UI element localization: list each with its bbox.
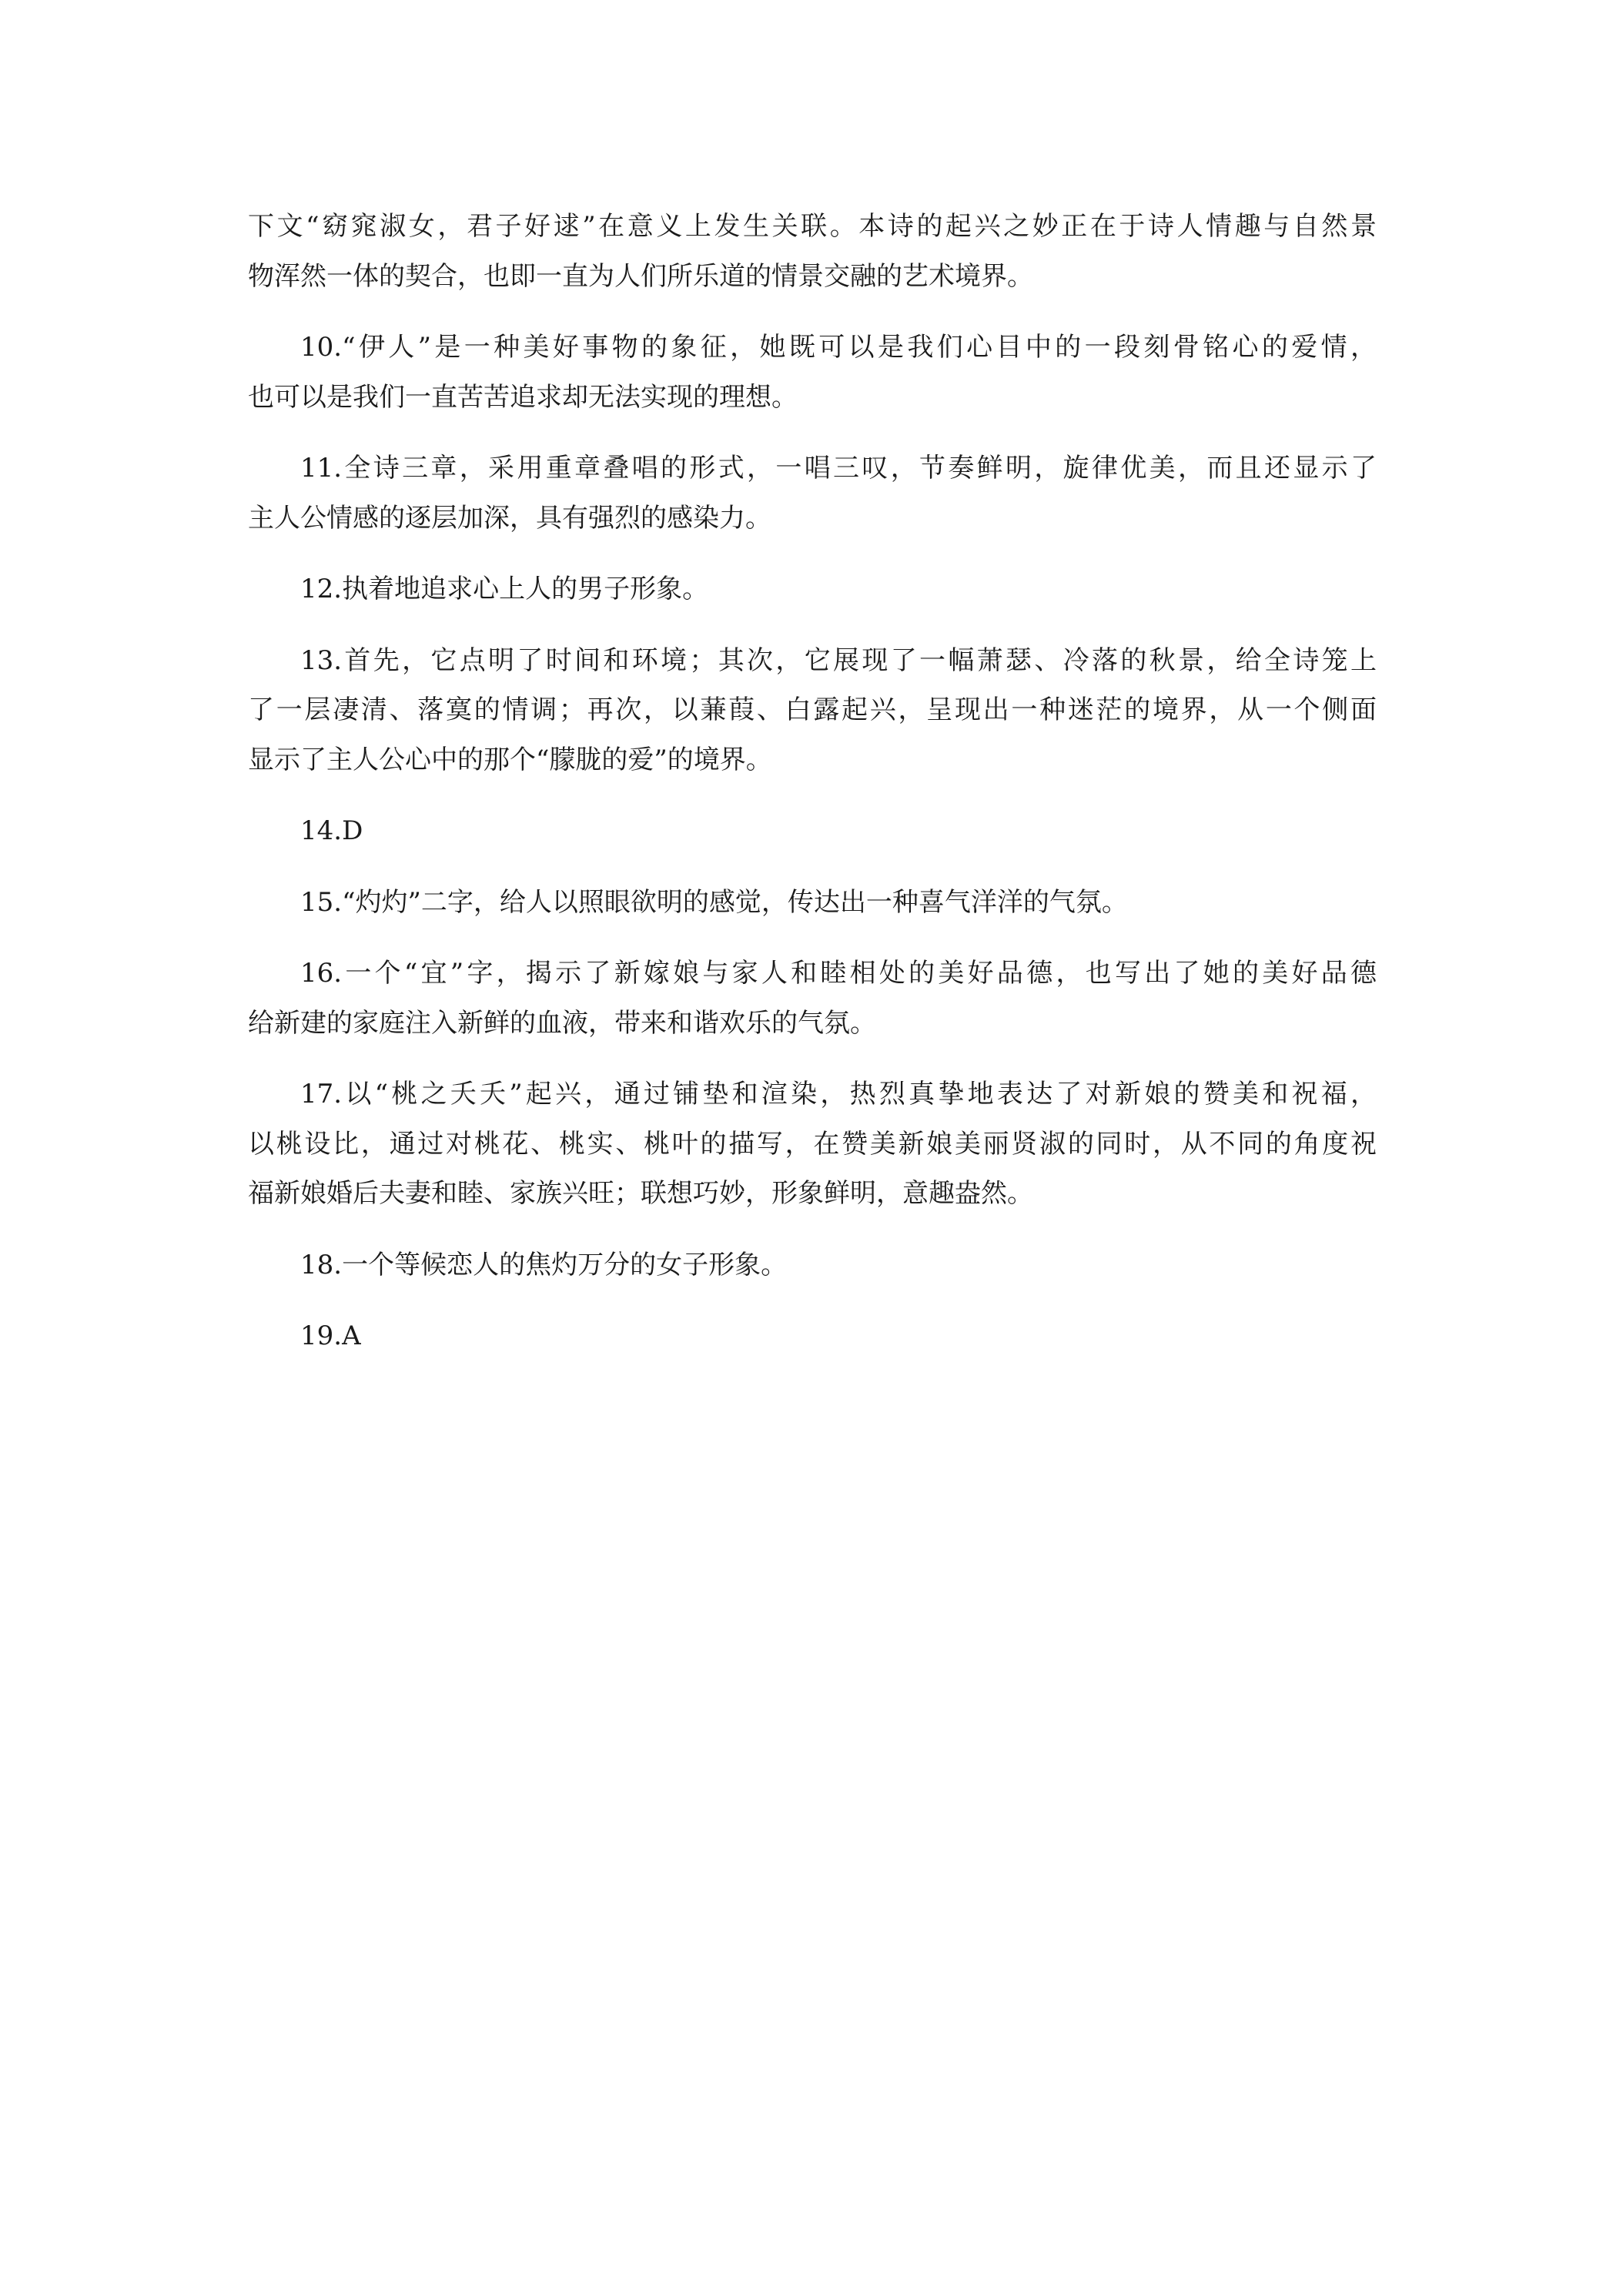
answer-14 xyxy=(248,806,1377,856)
text-line: 主人公情感的逐层加深，具有强烈的感染力。 xyxy=(248,502,771,534)
answer-19 xyxy=(248,1311,1377,1361)
text-line: 11.全诗三章，采用重章叠唱的形式，一唱三叹，节奏鲜明，旋律优美，而且还显示了 xyxy=(300,453,1377,484)
text-line: 14.D xyxy=(300,815,363,846)
text-line: 18.一个等候恋人的焦灼万分的女子形象。 xyxy=(300,1249,788,1280)
text-line: 给新建的家庭注入新鲜的血液，带来和谐欢乐的气氛。 xyxy=(248,1007,876,1039)
text-line: 13.首先，它点明了时间和环境；其次，它展现了一幅萧瑟、冷落的秋景，给全诗笼上 xyxy=(300,644,1377,676)
text-line: 物浑然一体的契合，也即一直为人们所乐道的情景交融的艺术境界。 xyxy=(248,260,1033,292)
text-line: 19.A xyxy=(300,1320,361,1351)
text-line: 10.“伊人”是一种美好事物的象征，她既可以是我们心目中的一段刻骨铭心的爱情， xyxy=(300,332,1377,363)
text-line: 显示了主人公心中的那个“朦胧的爱”的境界。 xyxy=(248,744,772,775)
text-line: 下文“窈窕淑女，君子好逑”在意义上发生关联。本诗的起兴之妙正在于诗人情趣与自然景 xyxy=(248,211,1377,242)
text-line: 以桃设比，通过对桃花、桃实、桃叶的描写，在赞美新娘美丽贤淑的同时，从不同的角度祝 xyxy=(248,1128,1377,1160)
answer-11 xyxy=(248,443,1377,543)
answer-17 xyxy=(248,1069,1377,1219)
answer-15 xyxy=(248,878,1377,928)
answer-10 xyxy=(248,323,1377,422)
paragraph-continuation xyxy=(248,202,1377,301)
text-line: 也可以是我们一直苦苦追求却无法实现的理想。 xyxy=(248,381,798,413)
document-body xyxy=(248,202,1377,1383)
text-line: 12.执着地追求心上人的男子形象。 xyxy=(300,574,709,604)
text-line: 福新娘婚后夫妻和睦、家族兴旺；联想巧妙，形象鲜明，意趣盎然。 xyxy=(248,1178,1033,1209)
text-line: 16.一个“宜”字，揭示了新嫁娘与家人和睦相处的美好品德，也写出了她的美好品德 xyxy=(300,958,1377,989)
text-line: 17.以“桃之夭夭”起兴，通过铺垫和渲染，热烈真挚地表达了对新娘的赞美和祝福， xyxy=(300,1079,1377,1110)
answer-16 xyxy=(248,949,1377,1048)
answer-12 xyxy=(248,564,1377,614)
answer-13 xyxy=(248,636,1377,785)
text-line: 了一层凄清、落寞的情调；再次，以蒹葭、白露起兴，呈现出一种迷茫的境界，从一个侧面 xyxy=(248,694,1377,725)
answer-18 xyxy=(248,1240,1377,1290)
text-line: 15.“灼灼”二字，给人以照眼欲明的感觉，传达出一种喜气洋洋的气氛。 xyxy=(300,886,1128,918)
